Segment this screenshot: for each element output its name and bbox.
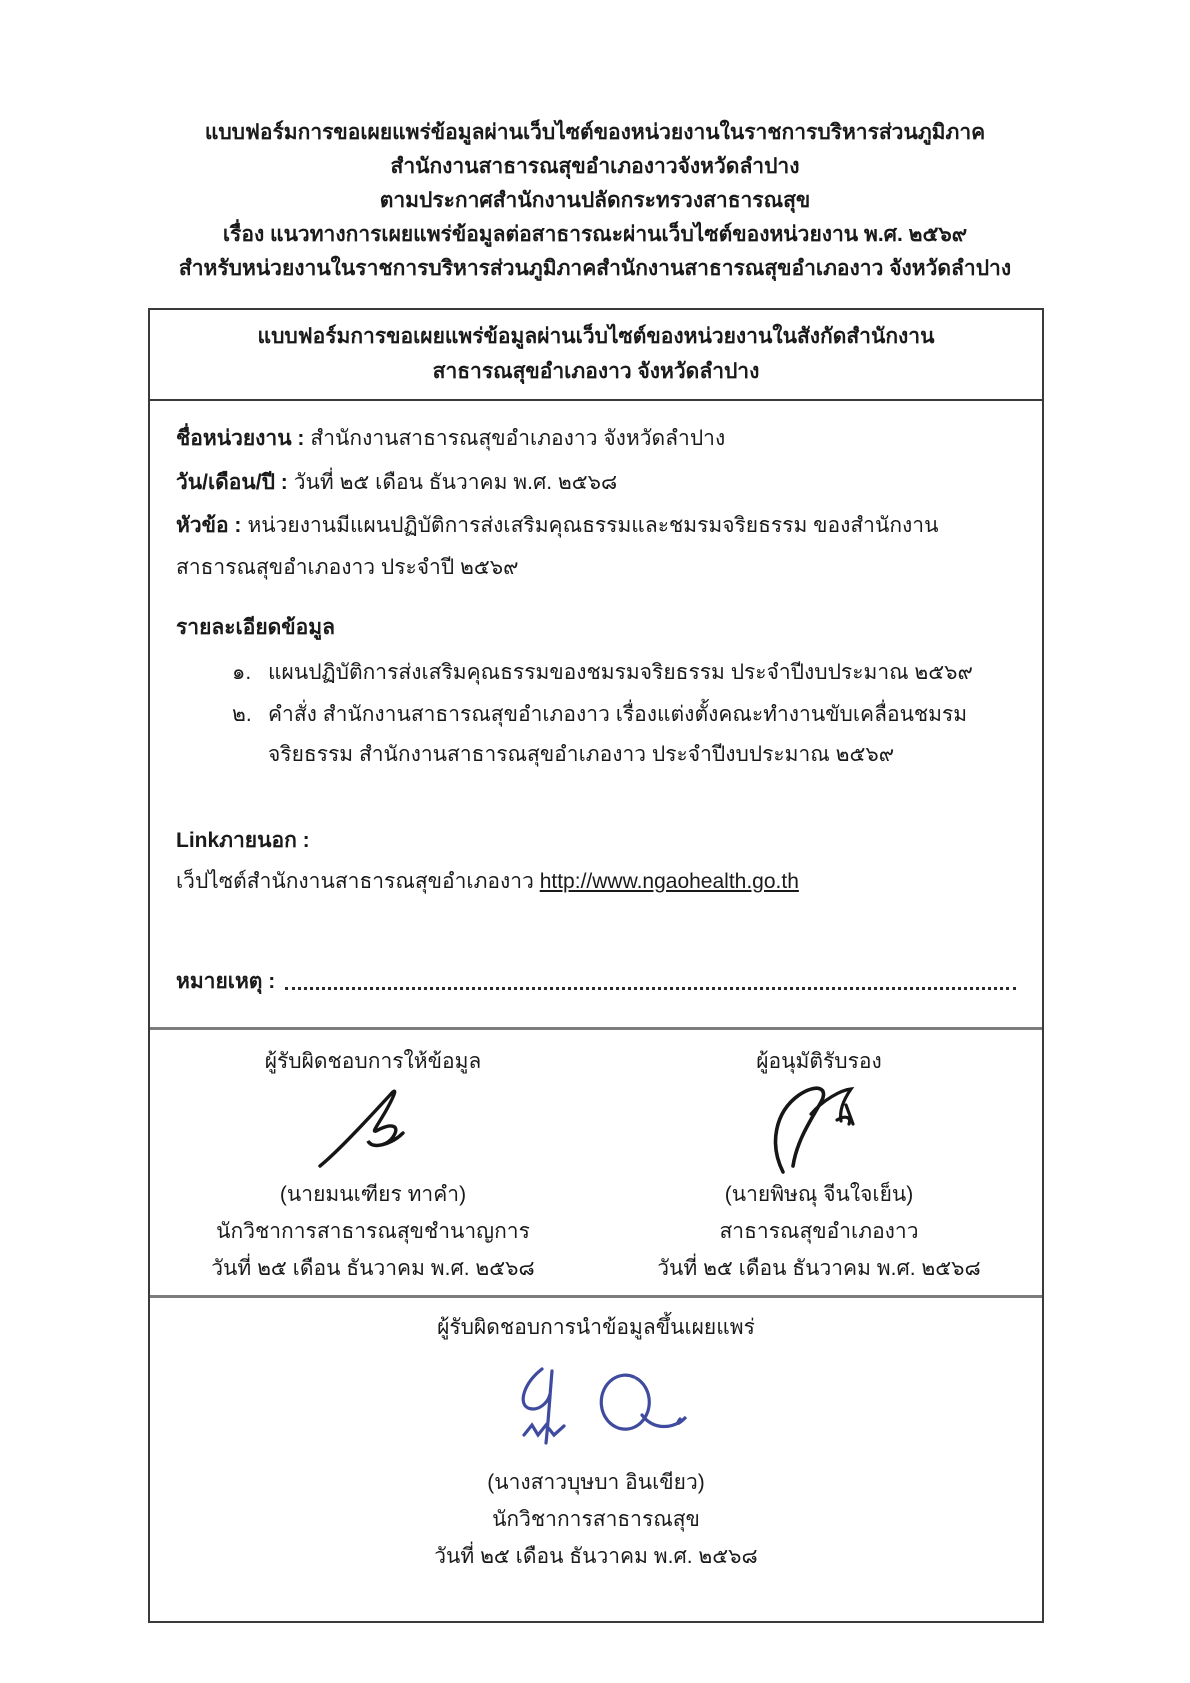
- list-item-number: ๑.: [232, 661, 252, 684]
- publisher-title: ผู้รับผิดชอบการนำข้อมูลขึ้นเผยแพร่: [437, 1316, 755, 1339]
- provider-position: นักวิชาการสาธารณสุขชำนาญการ: [216, 1220, 530, 1243]
- signature-provider: [150, 1030, 596, 1295]
- signature-ink-icon: [298, 1082, 448, 1174]
- provider-date: วันที่ ๒๕ เดือน ธันวาคม พ.ศ. ๒๕๖๘: [211, 1257, 535, 1280]
- date-field: [176, 461, 1016, 505]
- approver-signature-image: [606, 1080, 1032, 1176]
- form-box-title: แบบฟอร์มการขอเผยแพร่ข้อมูลผ่านเว็บไซต์ของหน่วยงานในสังกัดสำนักงานสาธารณสุขอำเภองาว จังหวัดลำปาง: [150, 310, 1042, 401]
- provider-name: (นายมนเฑียร ทาคำ): [279, 1183, 467, 1206]
- topic-value: หน่วยงานมีแผนปฏิบัติการส่งเสริมคุณธรรมและชมรมจริยธรรม ของสำนักงานสาธารณสุขอำเภองาว ประจำปี ๒๕๖๙: [176, 514, 939, 579]
- topic-field: [176, 505, 1016, 589]
- external-link-line: [176, 861, 1016, 903]
- publisher-name: (นางสาวบุษบา อินเขียว): [487, 1471, 705, 1494]
- publisher-position: นักวิชาการสาธารณสุข: [492, 1508, 700, 1531]
- provider-signature-image: [160, 1080, 586, 1176]
- document-header: [0, 0, 1190, 286]
- header-line-5: สำหรับหน่วยงานในราชการบริหารส่วนภูมิภาคสำนักงานสาธารณสุขอำเภองาว จังหวัดลำปาง: [178, 257, 1012, 280]
- agency-label: ชื่อหน่วยงาน :: [176, 427, 305, 450]
- approver-date: วันที่ ๒๕ เดือน ธันวาคม พ.ศ. ๒๕๖๘: [657, 1257, 981, 1280]
- external-link-prefix: เว็ปไซต์สำนักงานสาธารณสุขอำเภองาว: [176, 870, 540, 893]
- approver-position: สาธารณสุขอำเภองาว: [719, 1220, 919, 1243]
- note-field: [176, 965, 1016, 999]
- form-box: [148, 308, 1044, 1623]
- agency-field: [176, 417, 1016, 461]
- provider-title: ผู้รับผิดชอบการให้ข้อมูล: [264, 1050, 482, 1073]
- signature-ink-icon: [476, 1349, 716, 1461]
- header-line-2: สำนักงานสาธารณสุขอำเภองาวจังหวัดลำปาง: [390, 155, 800, 178]
- signature-row: [150, 1027, 1042, 1295]
- note-dotted-line: [285, 987, 1016, 990]
- list-item-text: แผนปฏิบัติการส่งเสริมคุณธรรมของชมรมจริยธรรม ประจำปีงบประมาณ ๒๕๖๙: [268, 661, 973, 684]
- topic-label: หัวข้อ :: [176, 514, 242, 537]
- header-line-1: แบบฟอร์มการขอเผยแพร่ข้อมูลผ่านเว็บไซต์ของหน่วยงานในราชการบริหารส่วนภูมิภาค: [204, 121, 986, 144]
- date-label: วัน/เดือน/ปี :: [176, 471, 288, 494]
- list-item-number: ๒.: [232, 703, 252, 726]
- publisher-signature-image: [160, 1346, 1032, 1464]
- external-link-label: Linkภายนอก :: [176, 829, 310, 852]
- approver-title: ผู้อนุมัติรับรอง: [756, 1050, 882, 1073]
- header-line-3: ตามประกาศสำนักงานปลัดกระทรวงสาธารณสุข: [379, 189, 811, 212]
- header-line-4: เรื่อง แนวทางการเผยแพร่ข้อมูลต่อสาธารณะผ่านเว็บไซต์ของหน่วยงาน พ.ศ. ๒๕๖๙: [222, 223, 968, 246]
- list-item: [176, 695, 1016, 775]
- date-value: วันที่ ๒๕ เดือน ธันวาคม พ.ศ. ๒๕๖๘: [293, 471, 618, 494]
- list-item: [176, 653, 1016, 693]
- note-label: หมายเหตุ :: [176, 970, 276, 993]
- approver-name: (นายพิษณุ จีนใจเย็น): [724, 1183, 914, 1206]
- publisher-date: วันที่ ๒๕ เดือน ธันวาคม พ.ศ. ๒๕๖๘: [434, 1545, 758, 1568]
- signature-publisher: [150, 1295, 1042, 1621]
- form-box-body: [150, 401, 1042, 1027]
- list-item-text: คำสั่ง สำนักงานสาธารณสุขอำเภองาว เรื่องแต่งตั้งคณะทำงานขับเคลื่อนชมรมจริยธรรม สำนักงานสาธารณสุขอำเภองาว ประจำปีงบประมาณ ๒๕๖๙: [268, 703, 968, 766]
- agency-value: สำนักงานสาธารณสุขอำเภองาว จังหวัดลำปาง: [310, 427, 726, 450]
- external-link[interactable]: http://www.ngaohealth.go.th: [539, 870, 799, 893]
- signature-ink-icon: [749, 1080, 889, 1176]
- details-heading: รายละเอียดข้อมูล: [176, 616, 335, 639]
- signature-approver: [596, 1030, 1042, 1295]
